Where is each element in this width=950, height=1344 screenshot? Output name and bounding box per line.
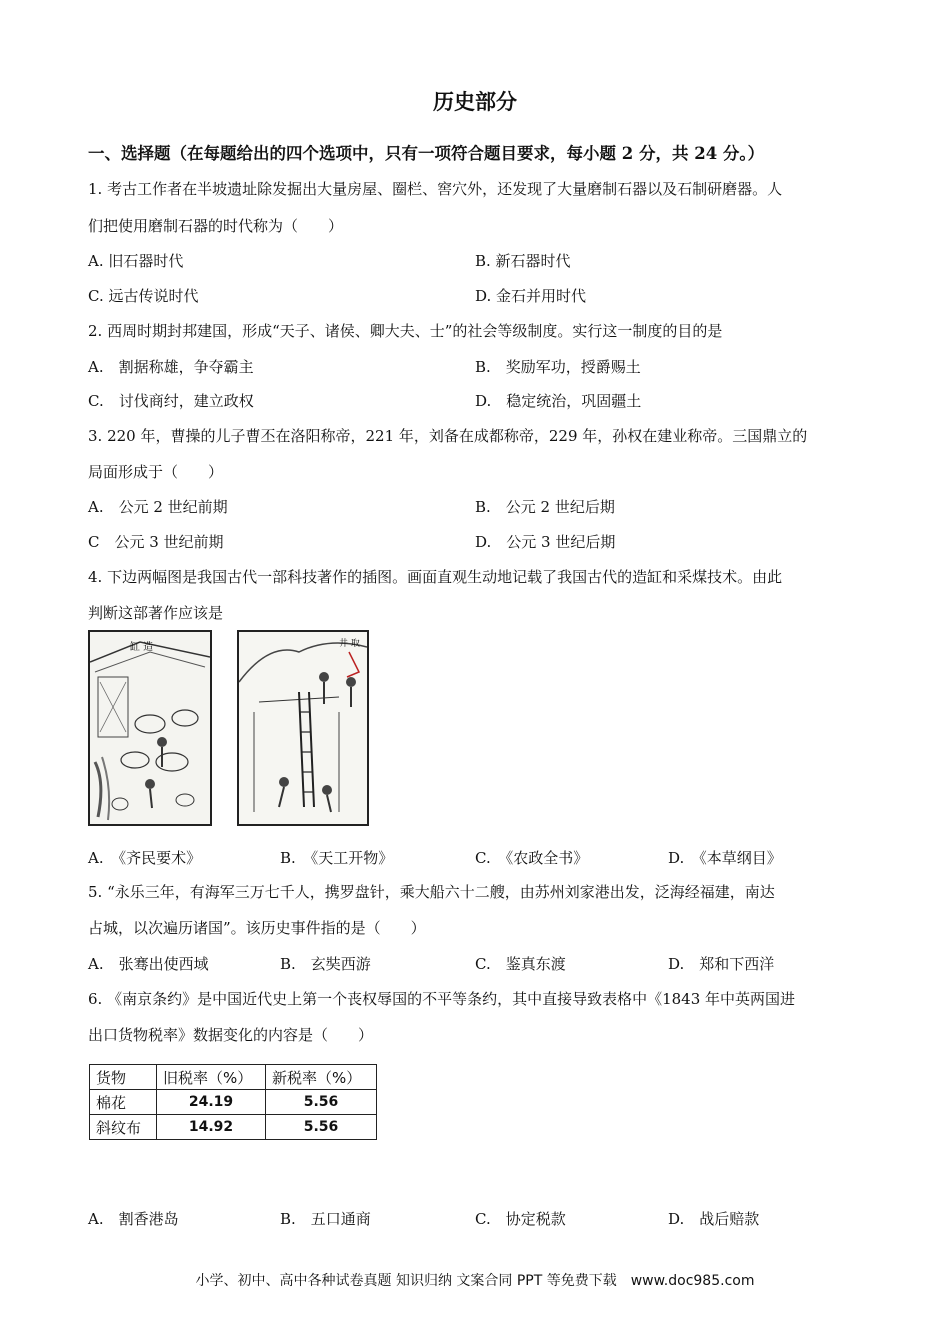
- q2-option-a: A. 割据称雄，争夺霸主: [88, 358, 254, 376]
- table-cell: 5.56: [266, 1115, 377, 1140]
- q3-option-c: C 公元 3 世纪前期: [88, 533, 224, 551]
- question-4-text: 4. 下边两幅图是我国古代一部科技著作的插图。画面直观生动地记载了我国古代的造缸和采煤技术。由此: [88, 568, 783, 586]
- q6-option-a: A. 割香港岛: [88, 1210, 179, 1228]
- q1-option-d: D. 金石并用时代: [475, 287, 587, 305]
- q1-option-b: B. 新石器时代: [475, 252, 571, 270]
- q3-option-b: B. 公元 2 世纪后期: [475, 498, 615, 516]
- coal-mining-illustration: [239, 632, 367, 824]
- q1-option-a: A. 旧石器时代: [88, 252, 184, 270]
- q3-option-a: A. 公元 2 世纪前期: [88, 498, 228, 516]
- figure-1-caption: 缸 造: [130, 642, 154, 653]
- section-heading: 一、选择题（在每题给出的四个选项中，只有一项符合题目要求，每小题 2 分，共 24 分。）: [88, 144, 765, 163]
- q2-option-b: B. 奖励军功，授爵赐土: [475, 358, 641, 376]
- q4-option-d: D. 《本草纲目》: [668, 849, 782, 867]
- question-3-text-cont: 局面形成于（ ）: [88, 463, 224, 481]
- q4-option-c: C. 《农政全书》: [475, 849, 589, 867]
- question-6-text-cont: 出口货物税率》数据变化的内容是（ ）: [88, 1026, 374, 1044]
- q5-option-d: D. 郑和下西洋: [668, 955, 775, 973]
- table-cell: 棉花: [90, 1090, 157, 1115]
- q5-option-b: B. 玄奘西游: [280, 955, 371, 973]
- tax-rate-table: [89, 1064, 377, 1140]
- q6-option-c: C. 协定税款: [475, 1210, 566, 1228]
- question-1-text: 1. 考古工作者在半坡遗址除发掘出大量房屋、圈栏、窖穴外，还发现了大量磨制石器以及石制研磨器。人: [88, 180, 783, 198]
- q4-option-b: B. 《天工开物》: [280, 849, 394, 867]
- q6-option-b: B. 五口通商: [280, 1210, 371, 1228]
- table-row: [90, 1115, 377, 1140]
- question-4-text-cont: 判断这部著作应该是: [88, 604, 224, 622]
- table-header-row: [90, 1065, 377, 1090]
- q4-option-a: A. 《齐民要术》: [88, 849, 202, 867]
- page-title: 历史部分: [433, 89, 517, 114]
- q1-option-c: C. 远古传说时代: [88, 287, 199, 305]
- table-cell: 14.92: [157, 1115, 266, 1140]
- q2-option-c: C. 讨伐商纣，建立政权: [88, 392, 254, 410]
- question-2-text: 2. 西周时期封邦建国，形成“天子、诸侯、卿大夫、士”的社会等级制度。实行这一制度的目的是: [88, 322, 723, 340]
- question-3-text: 3. 220 年，曹操的儿子曹丕在洛阳称帝，221 年，刘备在成都称帝，229 年，孙权在建业称帝。三国鼎立的: [88, 427, 808, 445]
- q5-option-a: A. 张骞出使西域: [88, 955, 209, 973]
- question-5-text-cont: 占城，以次遍历诸国”。该历史事件指的是（ ）: [88, 919, 426, 937]
- jar-making-illustration: [90, 632, 210, 824]
- q3-option-d: D. 公元 3 世纪后期: [475, 533, 616, 551]
- question-1-text-cont: 们把使用磨制石器的时代称为（ ）: [88, 217, 344, 235]
- question-6-text: 6. 《南京条约》是中国近代史上第一个丧权辱国的不平等条约，其中直接导致表格中《1843 年中英两国进: [88, 990, 796, 1008]
- figure-jar-making: [88, 630, 212, 826]
- table-header-cell: 货物: [90, 1065, 157, 1090]
- q5-option-c: C. 鉴真东渡: [475, 955, 566, 973]
- table-cell: 24.19: [157, 1090, 266, 1115]
- q6-option-d: D. 战后赔款: [668, 1210, 760, 1228]
- figure-coal-mining: [237, 630, 369, 826]
- page-footer[interactable]: 小学、初中、高中各种试卷真题 知识归纳 文案合同 PPT 等免费下载 www.doc985.com: [195, 1273, 755, 1289]
- question-5-text: 5. “永乐三年，有海军三万七千人，携罗盘针，乘大船六十二艘，由苏州刘家港出发，泛海经福建，南达: [88, 883, 775, 901]
- table-header-cell: 旧税率（%）: [157, 1065, 266, 1090]
- q2-option-d: D. 稳定统治，巩固疆土: [475, 392, 642, 410]
- table-cell: 5.56: [266, 1090, 377, 1115]
- table-header-cell: 新税率（%）: [266, 1065, 377, 1090]
- table-cell: 斜纹布: [90, 1115, 157, 1140]
- table-row: [90, 1090, 377, 1115]
- figure-2-caption: 井 取: [339, 639, 360, 649]
